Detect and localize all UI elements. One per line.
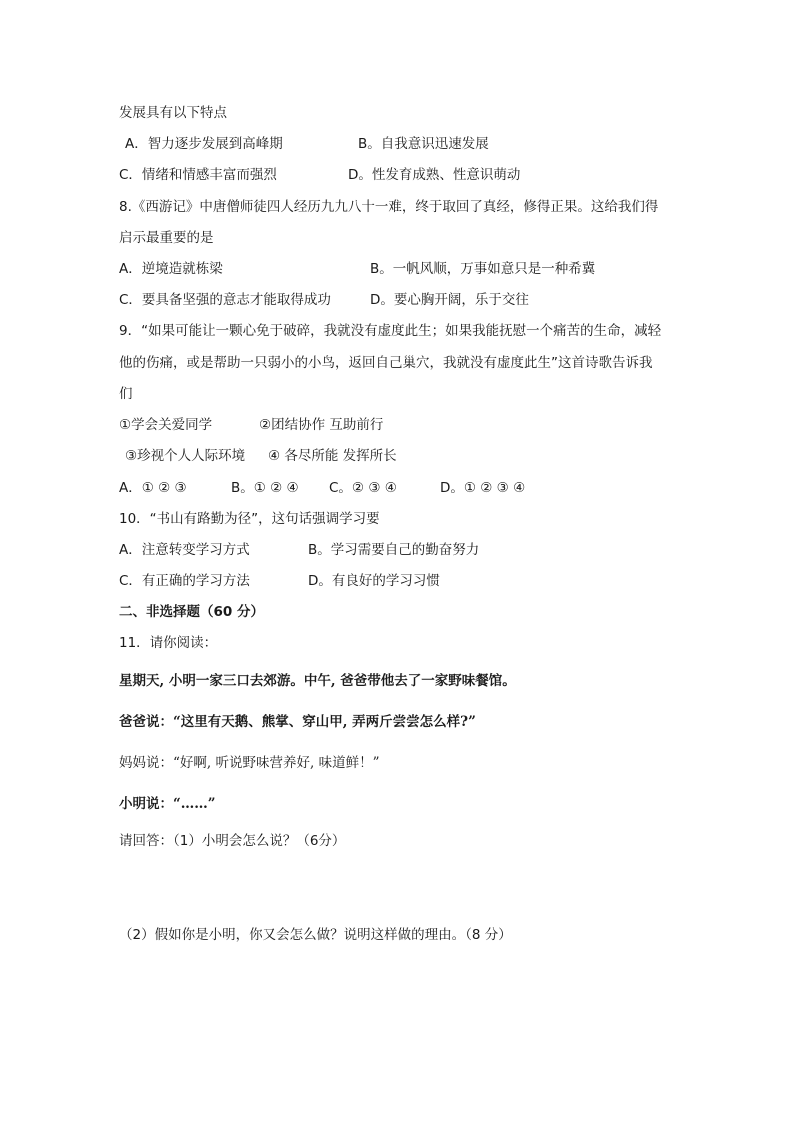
q9-statement-2: ②团结协作 互助前行 xyxy=(259,417,384,433)
section-2-heading: 二、非选择题（60 分） xyxy=(119,604,264,620)
q8-option-a: A．逆境造就栋梁 xyxy=(119,261,223,277)
q9-option-a: A．① ② ③ xyxy=(119,480,187,496)
q7-stem-tail: 发展具有以下特点 xyxy=(119,105,227,121)
q10-option-c: C．有正确的学习方法 xyxy=(119,573,250,589)
q8-stem-line1: 8.《西游记》中唐僧师徒四人经历九九八十一难，终于取回了真经，修得正果。这给我们得 xyxy=(119,199,659,215)
q9-stem-line3: 们 xyxy=(119,386,133,402)
q11-question-1: 请回答：（1）小明会怎么说？（6分） xyxy=(119,833,346,849)
q9-option-b: B。① ② ④ xyxy=(231,480,299,496)
q7-option-d: D。性发育成熟、性意识萌动 xyxy=(348,167,521,183)
q8-option-c: C．要具备坚强的意志才能取得成功 xyxy=(119,292,331,308)
q8-option-d: D。要心胸开阔，乐于交往 xyxy=(370,292,529,308)
q9-statement-4: ④ 各尽所能 发挥所长 xyxy=(268,448,397,464)
q11-dad-line: 爸爸说：“这里有天鹅、熊掌、穿山甲, 弄两斤尝尝怎么样?” xyxy=(119,714,476,730)
q8-stem-line2: 启示最重要的是 xyxy=(119,230,214,246)
q8-option-b: B。一帆风顺，万事如意只是一种希冀 xyxy=(370,261,596,277)
q11-question-2: （2）假如你是小明，你又会怎么做？说明这样做的理由。（8 分） xyxy=(119,927,512,943)
q10-option-d: D。有良好的学习习惯 xyxy=(308,573,440,589)
q7-option-a: A．智力逐步发展到高峰期 xyxy=(125,136,283,152)
q11-stem: 11．请你阅读： xyxy=(119,635,218,651)
q10-option-a: A．注意转变学习方式 xyxy=(119,542,250,558)
q11-mom-line: 妈妈说：“好啊, 听说野味营养好, 味道鲜！” xyxy=(119,755,380,771)
q9-option-c: C。② ③ ④ xyxy=(329,480,397,496)
q10-stem: 10．“书山有路勤为径”，这句话强调学习要 xyxy=(119,511,380,527)
q11-xiaoming-line: 小明说：“……” xyxy=(119,796,216,812)
q7-option-c: C．情绪和情感丰富而强烈 xyxy=(119,167,277,183)
q10-option-b: B。学习需要自己的勤奋努力 xyxy=(308,542,480,558)
q9-option-d: D。① ② ③ ④ xyxy=(440,480,526,496)
q9-stem-line2: 他的伤痛，或是帮助一只弱小的小鸟，返回自己巢穴，我就没有虚度此生”这首诗歌告诉我 xyxy=(119,355,653,371)
q11-story: 星期天, 小明一家三口去郊游。中午, 爸爸带他去了一家野味餐馆。 xyxy=(119,673,516,689)
q9-statement-3: ③珍视个人人际环境 xyxy=(125,448,246,464)
q9-statement-1: ①学会关爱同学 xyxy=(119,417,213,433)
q7-option-b: B。自我意识迅速发展 xyxy=(358,136,489,152)
q9-stem-line1: 9．“如果可能让一颗心免于破碎，我就没有虚度此生；如果我能抚慰一个痛苦的生命，减轻 xyxy=(119,323,662,339)
